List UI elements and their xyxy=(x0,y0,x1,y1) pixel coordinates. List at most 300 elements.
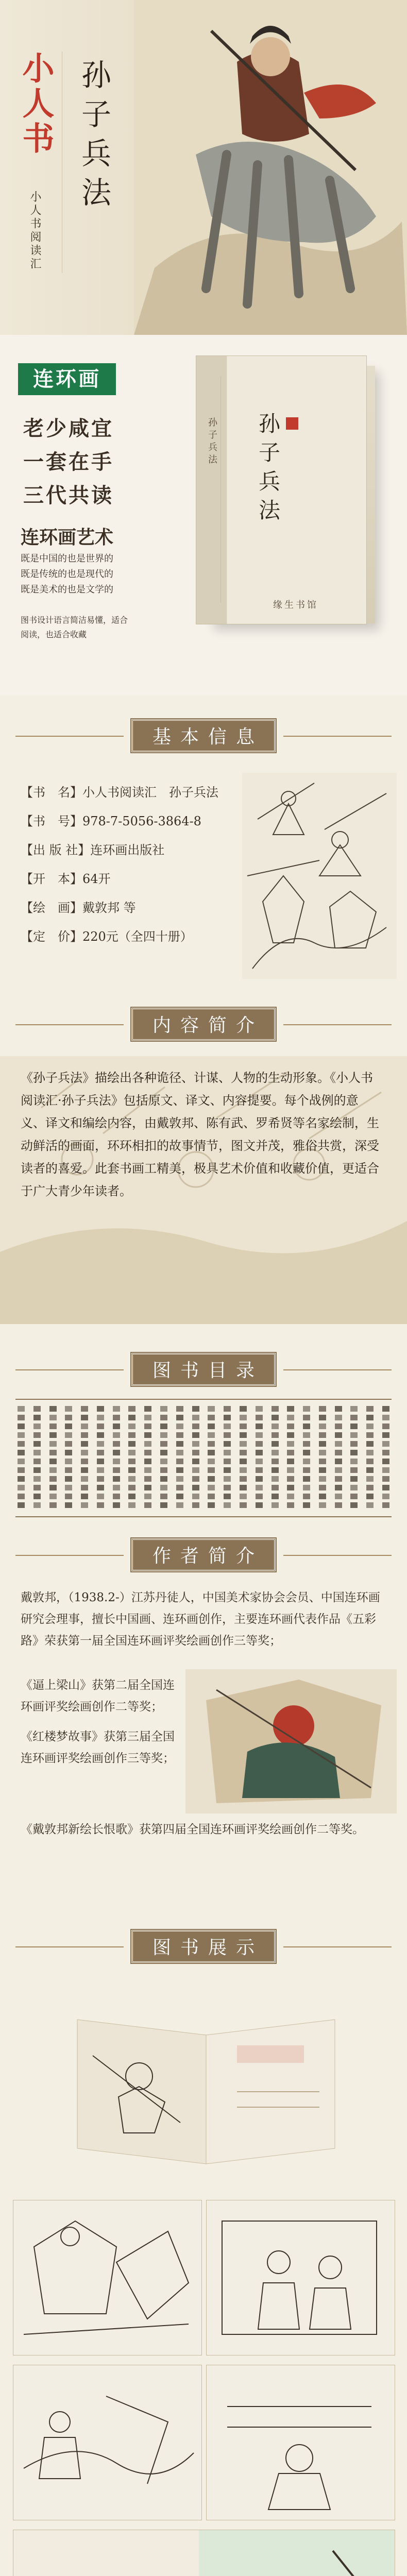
catalog-glyph xyxy=(224,1441,231,1447)
art-line-2: 既是传统的也是现代的 xyxy=(21,569,113,580)
catalog-glyph xyxy=(18,1502,25,1508)
catalog-glyph xyxy=(319,1502,326,1508)
catalog-glyph xyxy=(65,1423,72,1429)
catalog-glyph xyxy=(350,1502,358,1508)
catalog-glyph xyxy=(192,1494,199,1499)
catalog-glyph xyxy=(128,1494,135,1499)
catalog-glyph xyxy=(144,1467,151,1473)
catalog-glyph xyxy=(33,1423,41,1429)
catalog-column xyxy=(126,1406,138,1509)
author-section xyxy=(0,1530,407,1922)
catalog-glyph xyxy=(382,1467,389,1473)
catalog-glyph xyxy=(33,1415,41,1420)
catalog-glyph xyxy=(192,1415,199,1420)
catalog-glyph xyxy=(18,1459,25,1464)
catalog-glyph xyxy=(113,1441,120,1447)
catalog-glyph xyxy=(128,1476,135,1482)
catalog-glyph xyxy=(176,1494,183,1499)
info-value: 220元（全四十册） xyxy=(82,929,193,944)
info-label: 书 名 xyxy=(33,785,70,800)
brand-column xyxy=(15,52,62,273)
catalog-glyph xyxy=(18,1432,25,1438)
catalog-glyph xyxy=(335,1476,342,1482)
catalog-glyph xyxy=(128,1432,135,1438)
catalog-glyph xyxy=(287,1406,294,1412)
catalog-glyph xyxy=(81,1467,88,1473)
catalog-glyph xyxy=(272,1432,279,1438)
catalog-glyph xyxy=(319,1494,326,1499)
catalog-glyph xyxy=(144,1406,151,1412)
catalog-glyph xyxy=(272,1415,279,1420)
catalog-glyph xyxy=(97,1423,104,1429)
catalog-glyph xyxy=(240,1467,247,1473)
catalog-glyph xyxy=(33,1485,41,1490)
catalog-glyph xyxy=(319,1406,326,1412)
catalog-glyph xyxy=(366,1406,374,1412)
catalog-glyph xyxy=(49,1415,57,1420)
catalog-glyph xyxy=(33,1432,41,1438)
catalog-glyph xyxy=(208,1467,215,1473)
catalog-glyph xyxy=(49,1467,57,1473)
catalog-glyph xyxy=(382,1450,389,1455)
catalog-glyph xyxy=(287,1467,294,1473)
catalog-glyph xyxy=(49,1494,57,1499)
catalog-column xyxy=(269,1406,281,1509)
catalog-glyph xyxy=(49,1432,57,1438)
catalog-glyph xyxy=(287,1423,294,1429)
catalog-glyph xyxy=(33,1494,41,1499)
catalog-glyph xyxy=(65,1415,72,1420)
catalog-column xyxy=(15,1406,27,1509)
catalog-glyph xyxy=(81,1485,88,1490)
catalog-glyph xyxy=(319,1467,326,1473)
catalog-glyph xyxy=(382,1406,389,1412)
catalog-glyph xyxy=(366,1450,374,1455)
catalog-glyph xyxy=(240,1485,247,1490)
catalog-glyph xyxy=(208,1476,215,1482)
catalog-glyph xyxy=(208,1406,215,1412)
basic-info-header xyxy=(0,716,407,756)
author-text-3: 《红楼梦故事》获第三届全国连环画评奖绘画创作三等奖； xyxy=(21,1730,175,1765)
catalog-glyph xyxy=(192,1450,199,1455)
catalog-glyph xyxy=(49,1423,57,1429)
catalog-glyph xyxy=(176,1502,183,1508)
catalog-glyph xyxy=(18,1441,25,1447)
catalog-glyph xyxy=(208,1494,215,1499)
catalog-glyph xyxy=(366,1476,374,1482)
catalog-glyph xyxy=(33,1467,41,1473)
catalog-glyph xyxy=(303,1432,310,1438)
catalog-section xyxy=(0,1334,407,1530)
catalog-glyph xyxy=(240,1432,247,1438)
warrior-rider-illustration xyxy=(134,0,407,335)
basic-info-section xyxy=(0,696,407,994)
catalog-glyph xyxy=(272,1450,279,1455)
catalog-glyph xyxy=(272,1502,279,1508)
catalog-glyph xyxy=(240,1459,247,1464)
comic-panel-2 xyxy=(206,2200,395,2355)
catalog-glyph xyxy=(97,1415,104,1420)
catalog-glyph xyxy=(113,1406,120,1412)
catalog-column xyxy=(190,1406,201,1509)
catalog-glyph xyxy=(240,1494,247,1499)
promo-section xyxy=(0,335,407,696)
intro-text: 《孙子兵法》描绘出各种诡径、计谋、人物的生动形象。《小人书阅读汇·孙子兵法》包括原文、译文、内容提要。每个战例的意义、译文和编绘内容，由戴敦邦、陈有武、罗希贤等名家绘制，生动鲜活的画面，环环相扣的故事情节，图文并茂，雅俗共赏，深受读者的喜爱。此套书画工精美，极具艺术价值和收藏价值，更适合于广大青少年读者。 xyxy=(21,1071,379,1198)
catalog-glyph xyxy=(303,1485,310,1490)
catalog-glyph xyxy=(144,1423,151,1429)
display-title: 图书展示 xyxy=(131,1930,276,1963)
catalog-glyph xyxy=(287,1459,294,1464)
info-label: 绘 画 xyxy=(33,901,70,915)
catalog-column xyxy=(158,1406,169,1509)
catalog-glyph xyxy=(97,1485,104,1490)
catalog-glyph xyxy=(287,1476,294,1482)
catalog-glyph xyxy=(65,1467,72,1473)
info-value: 978-7-5056-3864-8 xyxy=(82,814,201,828)
author-artwork xyxy=(185,1669,397,1814)
catalog-glyph xyxy=(18,1476,25,1482)
catalog-glyph xyxy=(113,1476,120,1482)
catalog-glyph xyxy=(350,1476,358,1482)
catalog-glyph xyxy=(65,1441,72,1447)
catalog-glyph xyxy=(113,1485,120,1490)
info-row: 【定 价】220元（全四十册） xyxy=(21,929,193,944)
art-title: 连环画艺术 xyxy=(21,527,114,548)
catalog-glyph xyxy=(160,1459,167,1464)
catalog-column xyxy=(333,1406,344,1509)
catalog-glyph xyxy=(224,1467,231,1473)
book-title-vertical: 孙子兵法 xyxy=(76,59,111,216)
catalog-glyph xyxy=(208,1415,215,1420)
catalog-glyph xyxy=(160,1467,167,1473)
catalog-glyph xyxy=(350,1450,358,1455)
catalog-glyph xyxy=(144,1415,151,1420)
catalog-glyph xyxy=(272,1406,279,1412)
catalog-column xyxy=(79,1406,90,1509)
catalog-glyph xyxy=(33,1441,41,1447)
catalog-glyph xyxy=(81,1502,88,1508)
catalog-glyph xyxy=(350,1494,358,1499)
catalog-glyph xyxy=(335,1459,342,1464)
catalog-column xyxy=(222,1406,233,1509)
catalog-glyph xyxy=(208,1502,215,1508)
catalog-glyph xyxy=(97,1467,104,1473)
catalog-glyph xyxy=(128,1459,135,1464)
catalog-glyph xyxy=(287,1415,294,1420)
catalog-glyph xyxy=(350,1415,358,1420)
catalog-glyph xyxy=(240,1476,247,1482)
catalog-glyph xyxy=(160,1476,167,1482)
catalog-glyph xyxy=(208,1485,215,1490)
catalog-glyph xyxy=(18,1485,25,1490)
catalog-column xyxy=(95,1406,106,1509)
catalog-glyph xyxy=(272,1459,279,1464)
catalog-glyph xyxy=(144,1476,151,1482)
catalog-glyph xyxy=(382,1476,389,1482)
catalog-glyph xyxy=(49,1450,57,1455)
info-value: 戴敦邦 等 xyxy=(82,901,136,915)
catalog-glyph xyxy=(335,1423,342,1429)
catalog-glyph xyxy=(256,1459,263,1464)
catalog-glyph xyxy=(144,1494,151,1499)
catalog-column xyxy=(348,1406,360,1509)
catalog-glyph xyxy=(350,1485,358,1490)
catalog-glyph xyxy=(128,1415,135,1420)
catalog-glyph xyxy=(160,1494,167,1499)
catalog-glyph xyxy=(303,1450,310,1455)
intro-section xyxy=(0,994,407,1334)
catalog-glyph xyxy=(144,1441,151,1447)
catalog-glyph xyxy=(160,1432,167,1438)
art-line-1: 既是中国的也是世界的 xyxy=(21,553,113,564)
box-set-illustration xyxy=(196,355,386,644)
catalog-glyph xyxy=(382,1432,389,1438)
catalog-glyph xyxy=(144,1450,151,1455)
catalog-glyph xyxy=(81,1494,88,1499)
catalog-glyph xyxy=(81,1459,88,1464)
catalog-glyph xyxy=(319,1450,326,1455)
catalog-glyph xyxy=(366,1494,374,1499)
catalog-glyph xyxy=(65,1432,72,1438)
brand-subtitle: 小人书阅读汇 xyxy=(28,191,41,271)
catalog-glyph xyxy=(176,1459,183,1464)
catalog-glyph xyxy=(160,1406,167,1412)
catalog-glyph xyxy=(303,1441,310,1447)
catalog-glyph xyxy=(192,1467,199,1473)
catalog-glyph xyxy=(240,1423,247,1429)
display-header xyxy=(0,1927,407,1967)
catalog-glyph xyxy=(192,1476,199,1482)
catalog-glyph xyxy=(65,1459,72,1464)
catalog-glyph xyxy=(128,1423,135,1429)
catalog-glyph xyxy=(113,1423,120,1429)
catalog-glyph xyxy=(97,1459,104,1464)
catalog-glyph xyxy=(49,1502,57,1508)
author-title: 作者简介 xyxy=(131,1538,276,1571)
catalog-glyph xyxy=(256,1415,263,1420)
catalog-glyph xyxy=(49,1406,57,1412)
catalog-glyph xyxy=(287,1432,294,1438)
catalog-glyph xyxy=(224,1494,231,1499)
catalog-glyph xyxy=(81,1441,88,1447)
catalog-glyph xyxy=(81,1423,88,1429)
catalog-glyph xyxy=(335,1494,342,1499)
catalog-glyph xyxy=(287,1441,294,1447)
catalog-glyph xyxy=(81,1450,88,1455)
catalog-glyph xyxy=(366,1485,374,1490)
catalog-glyph xyxy=(81,1406,88,1412)
info-value: 64开 xyxy=(82,872,111,886)
catalog-glyph xyxy=(65,1485,72,1490)
catalog-glyph xyxy=(256,1450,263,1455)
catalog-glyph xyxy=(224,1406,231,1412)
catalog-glyph xyxy=(240,1415,247,1420)
catalog-glyph xyxy=(144,1502,151,1508)
catalog-glyph xyxy=(176,1485,183,1490)
catalog-glyph xyxy=(192,1406,199,1412)
info-label: 定 价 xyxy=(33,929,70,944)
catalog-glyph xyxy=(128,1406,135,1412)
intro-header xyxy=(0,1005,407,1045)
catalog-glyph xyxy=(335,1467,342,1473)
catalog-glyph xyxy=(287,1494,294,1499)
basic-info-title: 基本信息 xyxy=(131,719,276,752)
catalog-glyph xyxy=(350,1467,358,1473)
brand-logo-title: 小人书 xyxy=(17,52,55,157)
catalog-glyph xyxy=(319,1432,326,1438)
catalog-column xyxy=(253,1406,265,1509)
catalog-glyph xyxy=(160,1485,167,1490)
catalog-glyph xyxy=(224,1450,231,1455)
catalog-title: 图书目录 xyxy=(131,1353,276,1386)
catalog-column xyxy=(174,1406,185,1509)
header-banner xyxy=(0,0,407,335)
catalog-glyph xyxy=(350,1432,358,1438)
catalog-glyph xyxy=(65,1476,72,1482)
info-value: 小人书阅读汇 孙子兵法 xyxy=(82,785,218,800)
catalog-glyph xyxy=(350,1441,358,1447)
catalog-glyph xyxy=(144,1432,151,1438)
catalog-glyph xyxy=(113,1502,120,1508)
info-label: 书 号 xyxy=(33,814,70,828)
catalog-glyph xyxy=(319,1459,326,1464)
catalog-glyph xyxy=(113,1450,120,1455)
catalog-glyph xyxy=(113,1415,120,1420)
catalog-glyph xyxy=(382,1502,389,1508)
promo-line-3: 三代共读 xyxy=(23,483,114,507)
catalog-glyph xyxy=(335,1415,342,1420)
author-text-2: 《逼上梁山》获第二届全国连环画评奖绘画创作二等奖； xyxy=(21,1679,175,1714)
catalog-glyph xyxy=(240,1450,247,1455)
catalog-glyph xyxy=(366,1423,374,1429)
catalog-glyph xyxy=(272,1441,279,1447)
catalog-glyph xyxy=(382,1459,389,1464)
catalog-column xyxy=(63,1406,74,1509)
display-section xyxy=(0,1922,407,2576)
catalog-glyph xyxy=(256,1441,263,1447)
catalog-glyph xyxy=(240,1441,247,1447)
catalog-glyph xyxy=(81,1415,88,1420)
catalog-glyph xyxy=(18,1450,25,1455)
catalog-glyph xyxy=(272,1476,279,1482)
catalog-glyph xyxy=(224,1415,231,1420)
catalog-glyph xyxy=(382,1415,389,1420)
catalog-glyph xyxy=(208,1441,215,1447)
catalog-glyph xyxy=(192,1423,199,1429)
catalog-glyph xyxy=(144,1485,151,1490)
catalog-glyph xyxy=(176,1467,183,1473)
catalog-glyph xyxy=(18,1423,25,1429)
catalog-glyph xyxy=(97,1476,104,1482)
catalog-glyph xyxy=(303,1406,310,1412)
promo-badge: 连环画 xyxy=(18,363,116,395)
catalog-glyph xyxy=(272,1485,279,1490)
catalog-glyph xyxy=(97,1432,104,1438)
catalog-glyph xyxy=(256,1494,263,1499)
catalog-glyph xyxy=(335,1406,342,1412)
box-seal xyxy=(286,417,298,430)
info-label: 出 版 社 xyxy=(33,843,78,857)
catalog-glyph xyxy=(176,1406,183,1412)
catalog-glyph xyxy=(18,1406,25,1412)
catalog-glyph xyxy=(176,1415,183,1420)
catalog-glyph xyxy=(319,1476,326,1482)
comic-panel-3 xyxy=(13,2365,202,2520)
catalog-column xyxy=(111,1406,122,1509)
catalog-glyph xyxy=(160,1502,167,1508)
catalog-glyph xyxy=(303,1494,310,1499)
info-row: 【书 号】978-7-5056-3864-8 xyxy=(21,814,201,828)
catalog-glyph xyxy=(366,1432,374,1438)
box-spine-title: 孙子兵法 xyxy=(207,417,217,467)
catalog-glyph xyxy=(176,1476,183,1482)
catalog-glyph xyxy=(350,1459,358,1464)
catalog-glyph xyxy=(287,1502,294,1508)
catalog-glyph xyxy=(81,1432,88,1438)
catalog-glyph xyxy=(319,1415,326,1420)
catalog-glyph xyxy=(192,1432,199,1438)
catalog-glyph xyxy=(97,1494,104,1499)
basic-info-list xyxy=(21,778,237,951)
catalog-glyph xyxy=(272,1494,279,1499)
art-line-3: 既是美术的也是文学的 xyxy=(21,584,113,595)
catalog-column xyxy=(380,1406,392,1509)
catalog-glyph xyxy=(350,1406,358,1412)
catalog-glyph xyxy=(366,1415,374,1420)
catalog-glyph xyxy=(113,1494,120,1499)
catalog-glyph xyxy=(303,1502,310,1508)
promo-line-2: 一套在手 xyxy=(23,450,114,474)
catalog-glyph xyxy=(33,1406,41,1412)
catalog-glyph xyxy=(128,1441,135,1447)
catalog-glyph xyxy=(33,1502,41,1508)
color-panel-1 xyxy=(13,2530,395,2576)
catalog-glyph xyxy=(366,1459,374,1464)
catalog-glyph xyxy=(256,1502,263,1508)
catalog-glyph xyxy=(256,1476,263,1482)
catalog-column xyxy=(285,1406,296,1509)
catalog-glyph xyxy=(128,1467,135,1473)
catalog-glyph xyxy=(224,1485,231,1490)
catalog-glyph xyxy=(224,1502,231,1508)
catalog-glyph xyxy=(224,1459,231,1464)
author-header xyxy=(0,1535,407,1575)
catalog-grid xyxy=(15,1399,392,1517)
catalog-glyph xyxy=(160,1450,167,1455)
catalog-glyph xyxy=(97,1406,104,1412)
comic-panel-4 xyxy=(206,2365,395,2520)
catalog-glyph xyxy=(224,1476,231,1482)
catalog-glyph xyxy=(382,1494,389,1499)
catalog-glyph xyxy=(65,1494,72,1499)
catalog-glyph xyxy=(208,1459,215,1464)
catalog-glyph xyxy=(366,1441,374,1447)
info-row: 【书 名】小人书阅读汇 孙子兵法 xyxy=(21,785,218,800)
catalog-glyph xyxy=(256,1485,263,1490)
catalog-glyph xyxy=(303,1423,310,1429)
catalog-glyph xyxy=(113,1432,120,1438)
intro-title: 内容简介 xyxy=(131,1008,276,1041)
catalog-glyph xyxy=(33,1459,41,1464)
catalog-glyph xyxy=(113,1467,120,1473)
catalog-glyph xyxy=(65,1406,72,1412)
catalog-glyph xyxy=(128,1485,135,1490)
comic-panel-1 xyxy=(13,2200,202,2355)
catalog-glyph xyxy=(256,1423,263,1429)
catalog-glyph xyxy=(128,1502,135,1508)
promo-line-1: 老少咸宜 xyxy=(23,416,114,440)
catalog-glyph xyxy=(192,1441,199,1447)
